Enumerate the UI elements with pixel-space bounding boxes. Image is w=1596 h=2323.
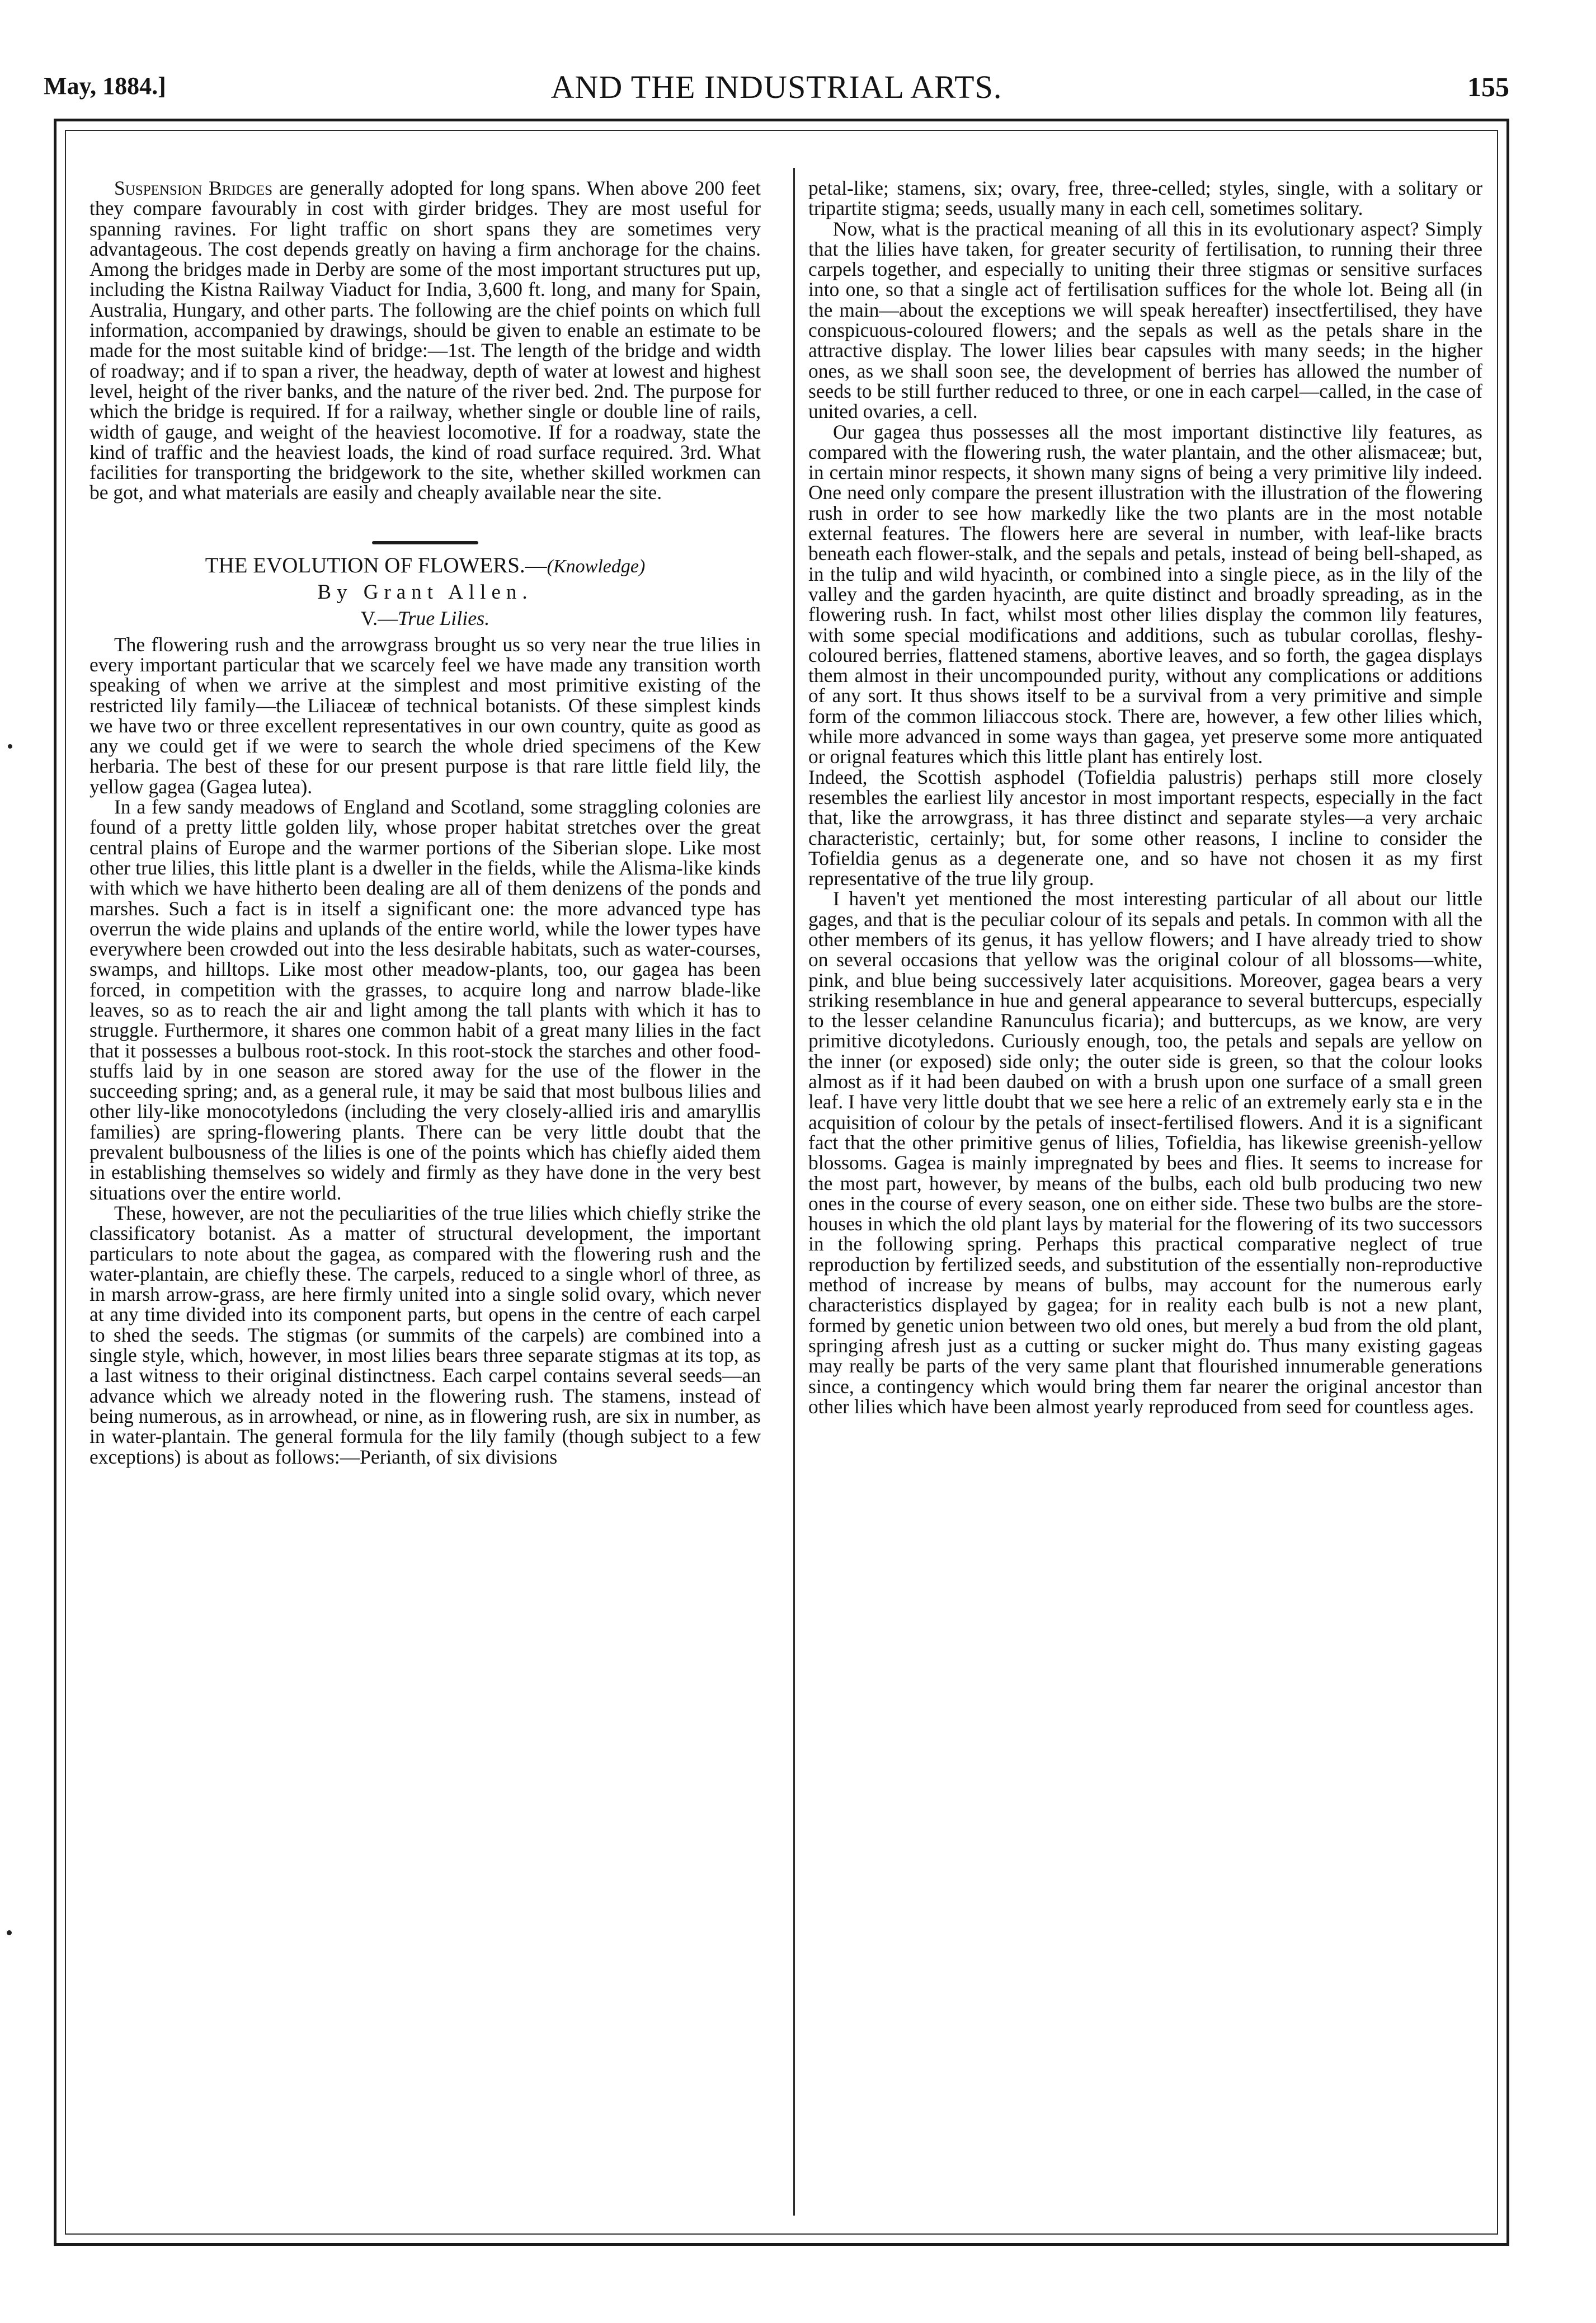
section-ornament — [90, 528, 761, 533]
subtitle-text: True Lilies. — [398, 607, 490, 630]
issue-date: May, 1884.] — [44, 72, 166, 100]
ink-spot — [8, 744, 12, 749]
section-lead: Suspension Bridges — [114, 177, 272, 199]
article-subtitle — [90, 608, 761, 628]
subtitle-number: V.— — [360, 607, 398, 630]
paragraph: Our gagea thus possesses all the most important distinctive lily features, as compared with the flowering rush, the water plantain, and the other alismaceæ; but, in certain minor respects, it shown many signs of being a very primitive lily indeed. One need only compare the present illustration with the illustration of the flowering rush in order to see how markedly like the two plants are in the most notable external features. The flowers here are several in number, with leaf-like bracts beneath each flower-stalk, and the sepals and petals, instead of being bell-shaped, as in the tulip and wild hyacinth, or combined into a single piece, as in the lily of the valley and the garden hyacinth, are quite distinct and broadly spreading, as in the flowering rush. In fact, whilst most other lilies display the common lily features, with some special modifications and additions, such as tubular corollas, fleshy-coloured berries, flattened stamens, abortive leaves, and so forth, the gagea displays them almost in their uncompounded purity, without any complications or additions of any sort. It thus shows itself to be a survival from a very primitive and simple form of the common liliaccous stock. There are, however, a few other lilies which, while more advanced in some ways than gagea, yet preserve some more antiquated or orignal features which this little plant has entirely lost. — [808, 420, 1482, 768]
paragraph-text: are generally adopted for long spans. When above 200 feet they compare favourably in cost with girder bridges. They are most useful for spanning ravines. For light traffic on short spans they are sometimes very advantageous. The cost depends greatly on having a firm anchorage for the chains. Among the bridges made in Derby are some of the most important structures put up, including the Kistna Railway Viaduct for India, 3,600 ft. long, and many for Spain, Australia, Hungary, and other parts. The following are the chief points on which full information, accompanied by drawings, should be given to enable an estimate to be made for the most suitable kind of bridge:—1st. The length of the bridge and width of roadway; and if to span a river, the headway, depth of water at lowest and highest level, height of the river banks, and the nature of the river bed. 2nd. The purpose for which the bridge is required. If for a railway, whether single or double line of rails, width of gauge, and weight of the heaviest locomotive. If for a roadway, state the kind of traffic and the heaviest loads, the kind of road surface required. 3rd. What facilities for transporting the bridgework to the site, whether skilled workmen can be got, and what materials are easily and cheaply available near the site. — [90, 177, 761, 504]
article-title-text: THE EVOLUTION OF FLOWERS.— — [205, 553, 547, 577]
paragraph: petal-like; stamens, six; ovary, free, three-celled; styles, single, with a solitary or tripartite stigma; seeds, usually many in each cell, sometimes solitary. — [808, 177, 1482, 220]
running-title: AND THE INDUSTRIAL ARTS. — [550, 69, 1002, 105]
article-byline: By Grant Allen. — [317, 581, 533, 604]
article-title — [90, 553, 761, 577]
ink-spot — [7, 1930, 12, 1935]
paragraph: Now, what is the practical meaning of all this in its evolutionary aspect? Simply that the lilies have taken, for greater security of fertilisation, to running their three carpels together, and especially to uniting their three stigmas or sensitive surfaces into one, so that a single act of fertilisation suffices for the whole lot. Being all (in the main—about the exceptions we will speak hereafter) insectfertilised, they have conspicuous-coloured flowers; and the sepals as well as the petals share in the attractive display. The lower lilies bear capsules with many seeds; in the higher ones, as we shall soon see, the development of berries has allowed the number of seeds to be still further reduced to three, or one in each carpel—called, in the case of united ovaries, a cell. — [808, 217, 1482, 423]
page-number: 155 — [1467, 71, 1509, 102]
paragraph: I haven't yet mentioned the most interesting particular of all about our little gages, and that is the peculiar colour of its sepals and petals. In common with all the other members of its genus, it has yellow flowers; and I have already tried to show on several occasions that yellow was the original colour of all blossoms—white, pink, and blue being successively later acquisitions. Moreover, gagea bears a very striking resemblance in hue and general appearance to several buttercups, especially to the lesser celandine Ranunculus ficaria); and buttercups, as we know, are very primitive dicotyledons. Curiously enough, too, the petals and sepals are yellow on the inner (or exposed) side only; the outer side is green, so that the colour looks almost as if it had been daubed on with a brush upon one surface of a small green leaf. I have very little doubt that we see here a relic of an extremely early sta e in the acquisition of colour by the petals of insect-fertilised flowers. And it is a significant fact that the other primitive genus of lilies, Tofieldia, has likewise greenish-yellow blossoms. Gagea is mainly impregnated by bees and flies. It seems to increase for the most part, however, by means of the bulbs, each old bulb producing two new ones in the course of every season, one on either side. These two bulbs are the store-houses in which the old plant lays by material for the flowering of its two successors in the following spring. Perhaps this practical comparative neglect of true reproduction by fertilized seeds, and substitution of the essentially non-reproductive method of increase by means of bulbs, may account for the numerous early characteristics displayed by gagea; for in reality each bulb is not a new plant, formed by genetic union between two old ones, but merely a bud from the old plant, springing afresh just as a cutting or sucker might do. Thus many existing gageas may really be parts of the very same plant that flourished innumerable generations since, a contingency which would bring them far nearer the original ancestor than other lilies which have been almost yearly reproduced from seed for countless ages. — [808, 887, 1482, 1418]
left-column — [90, 178, 761, 1467]
paragraph: The flowering rush and the arrowgrass brought us so very near the true lilies in every important particular that we scarcely feel we have made any transition worth speaking of when we arrive at the simplest and most primitive existing of the restricted lily family—the Liliaceæ of technical botanists. Of these simplest kinds we have two or three excellent representatives in our own country, quite as good as any we could get if we were to search the whole dried specimens of the Kew herbaria. The best of these for our present purpose is that rare little field lily, the yellow gagea (Gagea lutea). — [90, 633, 761, 798]
paragraph: These, however, are not the peculiarities of the true lilies which chiefly strike the classificatory botanist. As a matter of structural development, the important particulars to note about the gagea, as compared with the flowering rush and the water-plantain, are chiefly these. The carpels, reduced to a single whorl of three, as in marsh arrow-grass, are here firmly united into a single solid ovary, which never at any time divided into its component parts, but opens in the centre of each carpel to shed the seeds. The stigmas (or summits of the carpels) are combined into a single style, which, however, in most lilies bears three separate stigmas at its top, as a last witness to their original distinctness. Each carpel contains several seeds—an advance which we already noted in the flowering rush. The stamens, instead of being numerous, as in arrowhead, or nine, as in flowering rush, are six in number, as in water-plantain. The general formula for the lily family (though subject to a few exceptions) is about as follows:—Perianth, of six divisions — [90, 1201, 761, 1468]
article-source: (Knowledge) — [547, 556, 646, 577]
page-header — [44, 66, 1509, 122]
paragraph: Indeed, the Scottish asphodel (Tofieldia palustris) perhaps still more closely resembles the earliest lily ancestor in most important respects, especially in the fact that, like the arrowgrass, it has three distinct and separate styles—a very archaic characteristic, certainly; but, for some other reasons, I incline to consider the Tofieldia genus as a degenerate one, and so have not chosen it as my first representative of the true lily group. — [808, 765, 1482, 890]
column-divider — [793, 168, 795, 2216]
right-column — [808, 178, 1482, 1417]
suspension-bridges-paragraph — [90, 178, 761, 503]
paragraph: In a few sandy meadows of England and Scotland, some straggling colonies are found of a pretty little golden lily, whose proper habitat stretches over the great central plains of Europe and the warmer portions of the Siberian slope. Like most other true lilies, this little plant is a dweller in the fields, while the Alisma-like kinds with which we have hitherto been dealing are all of them denizens of the ponds and marshes. Such a fact is in itself a significant one: the more advanced type has overrun the wide plains and uplands of the entire world, while the lower types have everywhere been crowded out into the less desirable habitats, such as water-courses, swamps, and hilltops. Like most other meadow-plants, too, our gagea has been forced, in competition with the grasses, to acquire long and narrow blade-like leaves, so as to reach the air and light among the tall plants with which it has to struggle. Furthermore, it shares one common habit of a great many lilies in the fact that it possesses a bulbous root-stock. In this root-stock the starches and other food-stuffs laid by in one season are stored away for the use of the flower in the succeeding spring; and, as a general rule, it may be said that most bulbous lilies and other lily-like monocotyledons (including the very closely-allied iris and amaryllis families) are spring-flowering plants. There can be very little doubt that the prevalent bulbousness of the lilies is one of the points which has chiefly aided them in establishing themselves so widely and firmly as they have done in the very best situations over the entire world. — [90, 796, 761, 1204]
